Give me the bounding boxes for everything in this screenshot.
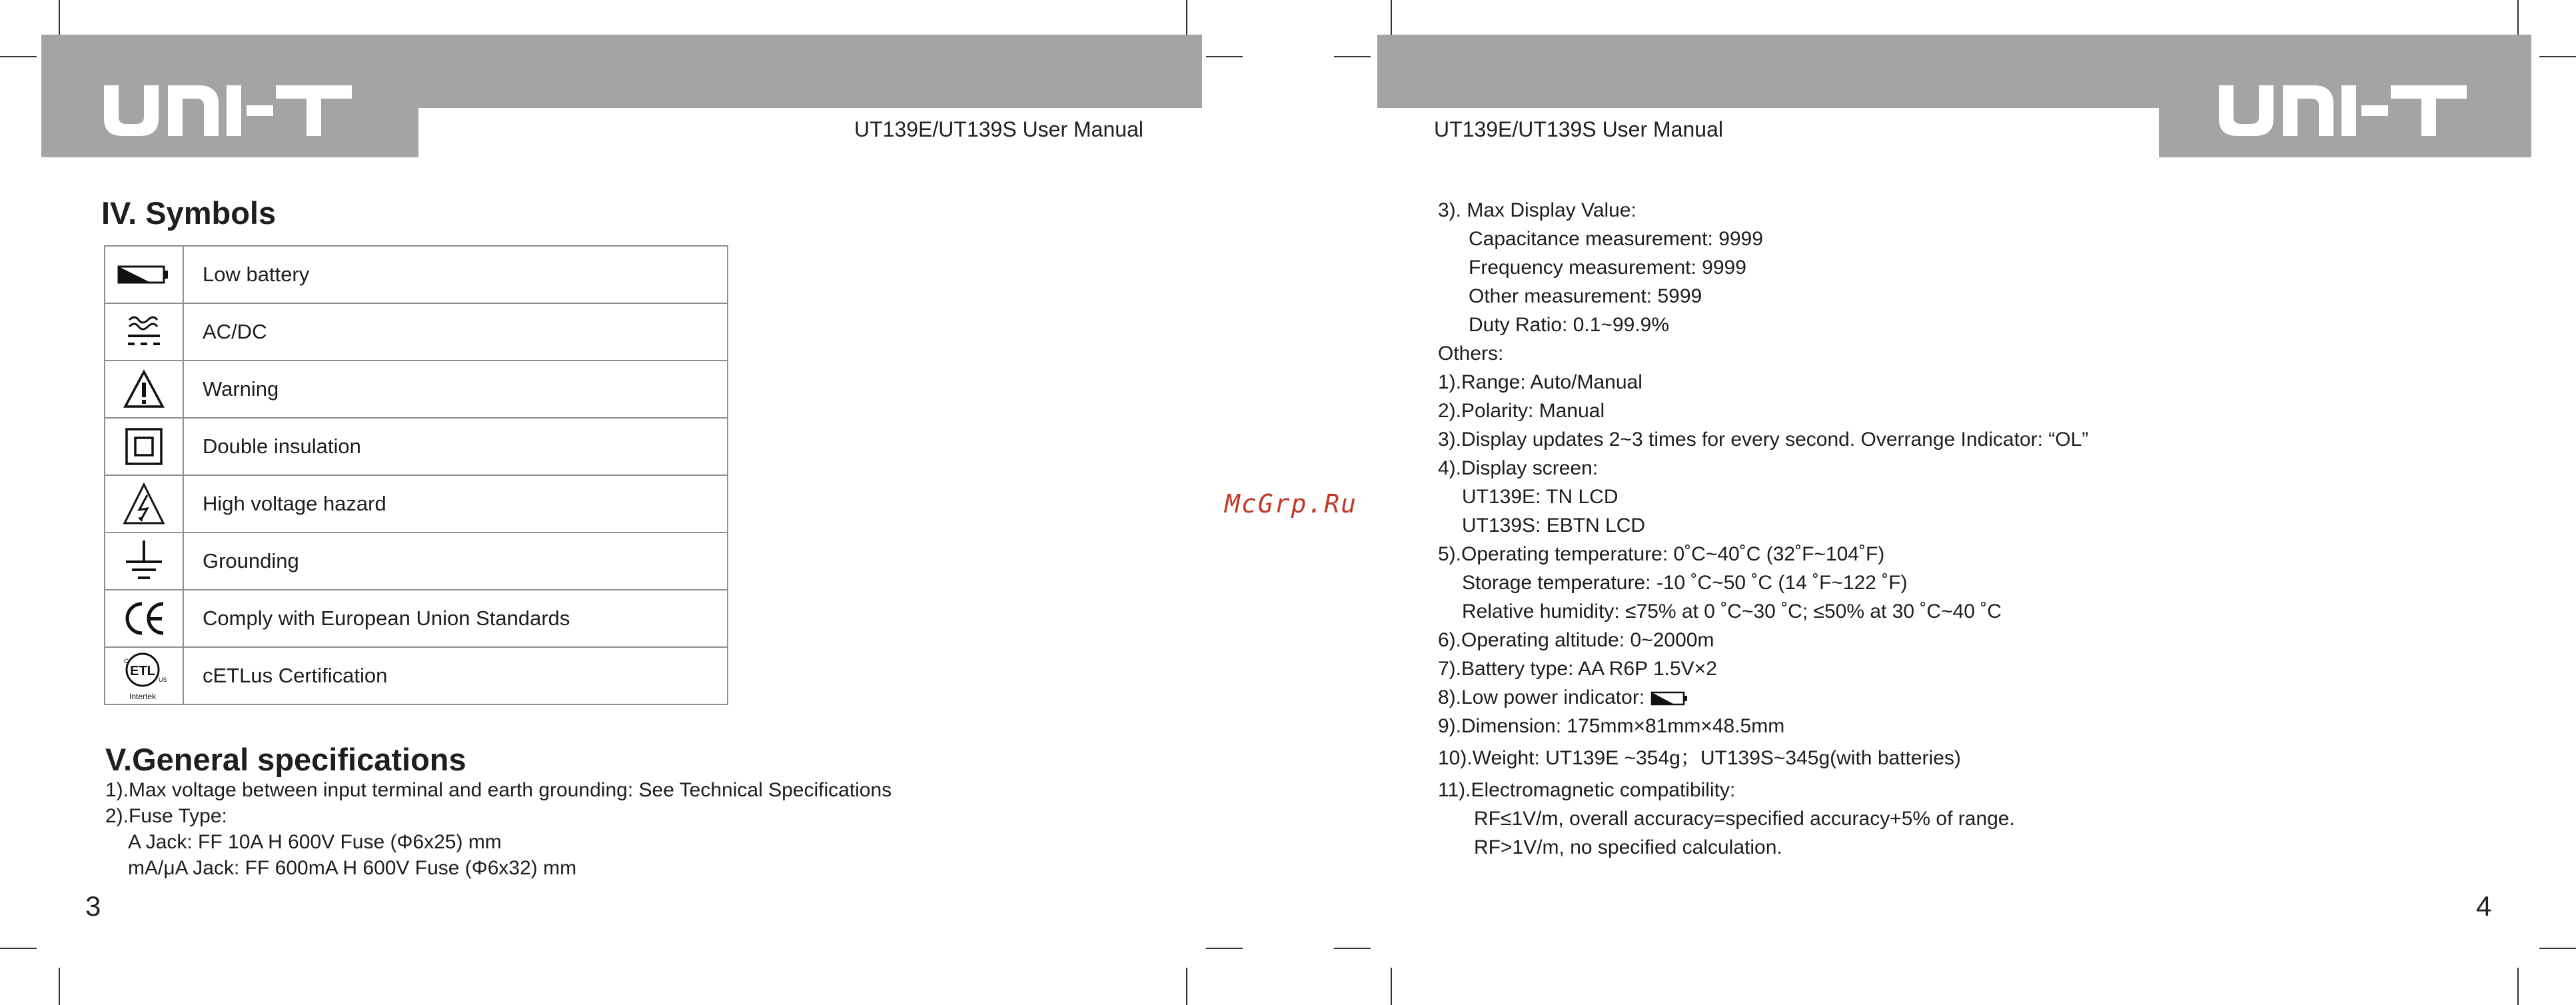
unit-logo [101,81,354,139]
crop-mark [1186,0,1187,35]
crop-mark [0,56,37,57]
svg-text:ETL: ETL [130,664,155,678]
general-line: A Jack: FF 10A H 600V Fuse (Φ6x25) mm [128,831,502,853]
crop-mark [1206,948,1243,949]
warning-icon [123,369,165,409]
double-insulation-icon [125,427,163,466]
general-line: 1).Max voltage between input terminal and earth grounding: See Technical Specifications [105,779,892,801]
general-line: 2).Fuse Type: [105,805,227,827]
general-line: mA/μA Jack: FF 600mA H 600V Fuse (Φ6x32) mm [128,857,577,879]
spec-line: 11).Electromagnetic compatibility: [1438,779,1736,801]
crop-mark [1186,968,1187,1005]
high-voltage-icon [122,482,166,526]
symbol-label: Double insulation [183,418,728,475]
symbol-label: Low battery [183,246,728,303]
watermark-text: McGrp.Ru [1225,489,1358,518]
spec-line: Frequency measurement: 9999 [1469,257,1746,279]
symbols-heading: IV. Symbols [101,195,277,231]
cetlus-icon [119,650,169,702]
crop-mark [1391,0,1392,35]
spec-line: 10).Weight: UT139E ~354g；UT139S~345g(with batteries) [1438,747,1961,769]
unit-logo [2216,81,2469,139]
spec-line: 1).Range: Auto/Manual [1438,371,1642,393]
spec-line-text: 8).Low power indicator: [1438,686,1645,708]
crop-mark [59,968,60,1005]
spec-line: UT139S: EBTN LCD [1462,514,1646,536]
low-battery-icon [1650,691,1689,706]
spec-line: 3). Max Display Value: [1438,199,1636,221]
svg-text:US: US [159,676,167,683]
spec-line: Storage temperature: -10 ˚C~50 ˚C (14 ˚F~122 ˚F) [1462,572,1908,594]
spec-line: 4).Display screen: [1438,457,1599,479]
spec-line: Other measurement: 5999 [1469,285,1702,307]
manual-title: UT139E/UT139S User Manual [1434,117,1723,141]
spec-line: RF≤1V/m, overall accuracy=specified accuracy+5% of range. [1474,808,2015,830]
spec-line: RF>1V/m, no specified calculation. [1474,836,1782,858]
crop-mark [1334,948,1371,949]
page-number: 3 [85,890,101,922]
symbol-label: Warning [183,361,728,418]
crop-mark [2539,948,2576,949]
table-row [105,418,728,475]
crop-mark [1391,968,1392,1005]
spec-line: Duty Ratio: 0.1~99.9% [1469,314,1670,336]
spec-line: 5).Operating temperature: 0˚C~40˚C (32˚F~104˚F) [1438,543,1885,565]
table-row [105,246,728,303]
symbols-table [104,245,728,705]
ac-dc-icon [124,312,164,352]
spec-line: Capacitance measurement: 9999 [1469,228,1763,250]
spec-line: 3).Display updates 2~3 times for every second. Overrange Indicator: “OL” [1438,429,2089,451]
spec-line: Others: [1438,343,1504,365]
crop-mark [1206,56,1243,57]
low-battery-icon [117,265,171,285]
spec-line-low-power [1438,686,1689,710]
crop-mark [59,0,60,35]
table-row [105,532,728,590]
intertek-text: Intertek [129,692,157,701]
crop-mark [2517,0,2519,35]
table-row [105,303,728,361]
spec-line: 6).Operating altitude: 0~2000m [1438,629,1714,651]
spec-line: 2).Polarity: Manual [1438,400,1605,422]
manual-title: UT139E/UT139S User Manual [854,117,1143,141]
spec-line: Relative humidity: ≤75% at 0 ˚C~30 ˚C; ≤50% at 30 ˚C~40 ˚C [1462,600,2002,622]
spec-line: 7).Battery type: AA R6P 1.5V×2 [1438,658,1717,680]
ce-mark-icon [121,598,167,638]
symbol-label: Comply with European Union Standards [183,590,728,647]
crop-mark [2539,56,2576,57]
crop-mark [1334,56,1371,57]
general-specs-heading: V.General specifications [105,742,466,777]
page-number: 4 [2476,890,2492,922]
spec-line: 9).Dimension: 175mm×81mm×48.5mm [1438,715,1785,737]
table-row [105,590,728,647]
crop-mark [0,948,37,949]
table-row [105,361,728,418]
symbol-label: High voltage hazard [183,475,728,532]
symbol-label: Grounding [183,532,728,590]
symbol-label: cETLus Certification [183,647,728,704]
table-row [105,475,728,532]
grounding-icon [123,539,165,583]
crop-mark [2517,968,2519,1005]
spec-line: UT139E: TN LCD [1462,486,1618,508]
svg-text:C: C [124,658,129,664]
symbol-label: AC/DC [183,303,728,361]
table-row [105,647,728,704]
